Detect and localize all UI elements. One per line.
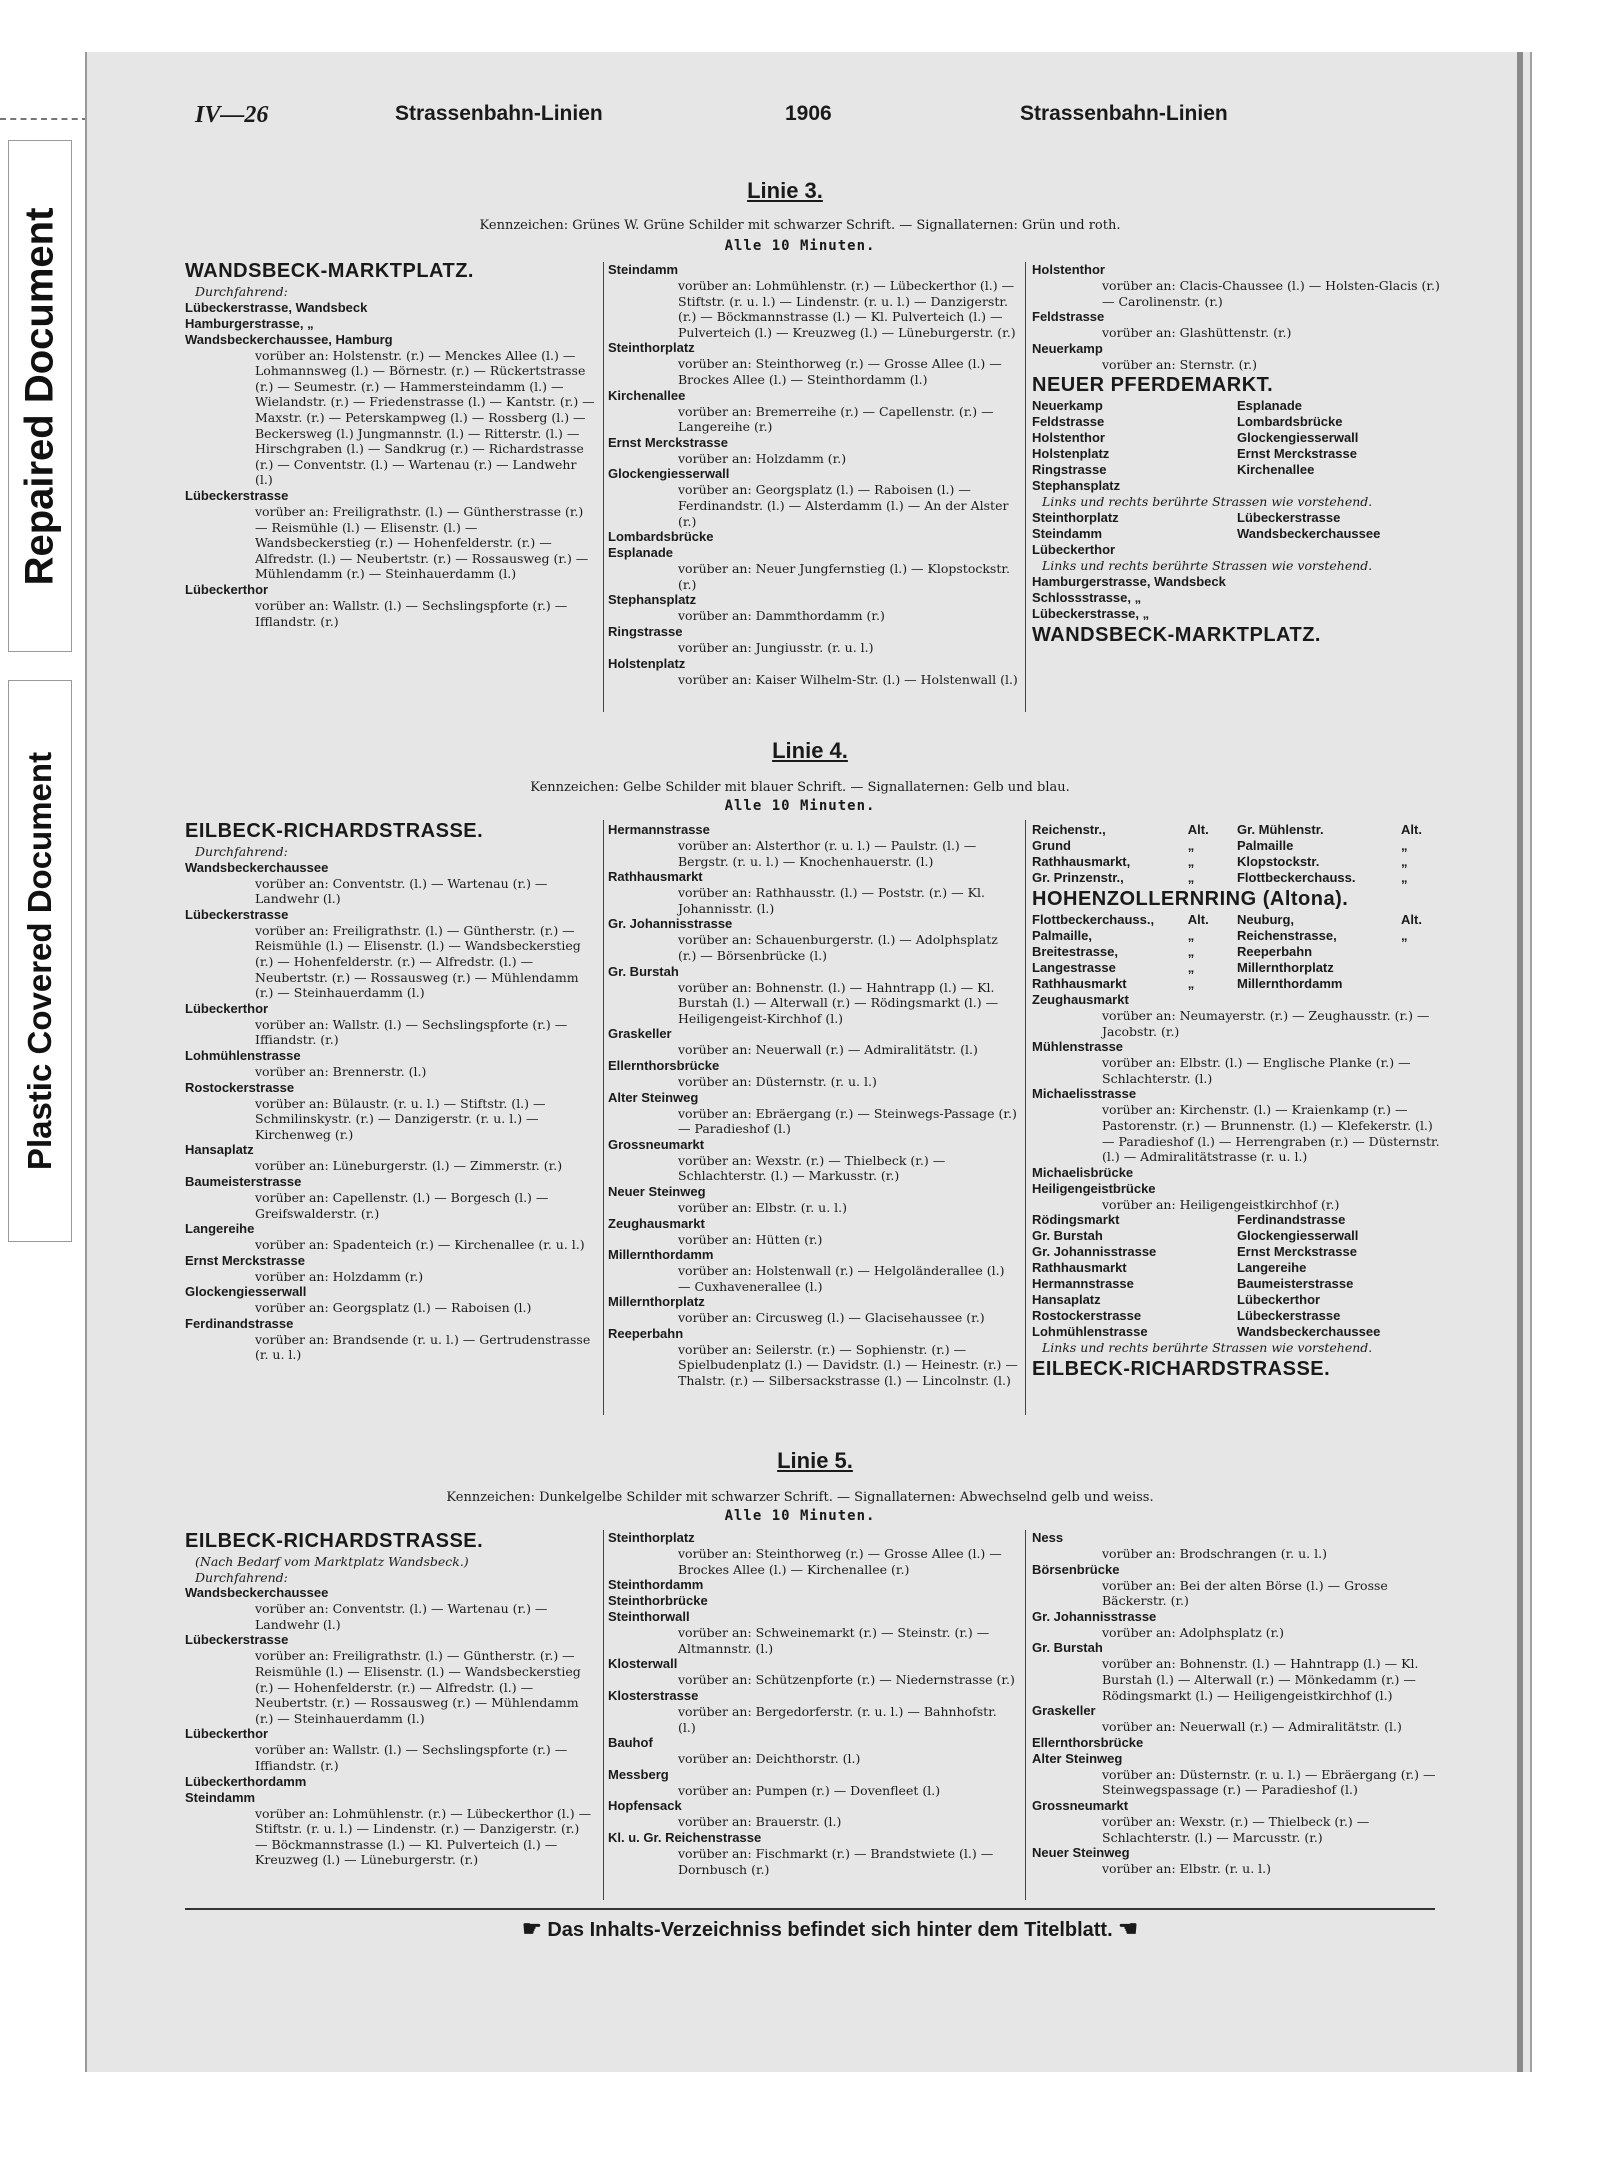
column-divider <box>1025 820 1026 1415</box>
station-name: Hermannstrasse <box>608 822 710 837</box>
station-name: Alter Steinweg <box>1032 1750 1123 1766</box>
station-name: Gr. Mühlenstr. <box>1236 822 1324 837</box>
station-name: Neuer Steinweg <box>608 1183 706 1199</box>
station-name: Holstenthor <box>1032 430 1105 446</box>
station-name: „ <box>1187 870 1195 885</box>
station-name: Neuerkamp <box>1032 398 1103 414</box>
passing-streets: vorüber an: Elbstr. (l.) — Englische Planke (r.) — Schlachterstr. (l.) <box>1102 1055 1411 1086</box>
station-name: Millernthordamm <box>608 1247 714 1263</box>
passing-streets: vorüber an: Hütten (r.) <box>678 1231 823 1247</box>
station-name: Ellernthorsbrücke <box>608 1057 720 1073</box>
station-name: Gr. Johannisstrasse <box>1032 1608 1157 1624</box>
station-pair <box>1032 854 1442 870</box>
plastic-covered-label: Plastic Covered Document <box>8 680 72 1242</box>
station-name: Steinthorplatz <box>608 340 695 356</box>
station-name: Ellernthorsbrücke <box>1032 1734 1144 1750</box>
station-name: Gr. Burstah <box>1032 1640 1103 1656</box>
station-name: Ernst Merckstrasse <box>608 434 728 450</box>
header-title-right: Strassenbahn-Linien <box>1020 102 1228 125</box>
passing-streets: vorüber an: Glashüttenstr. (r.) <box>1102 325 1292 341</box>
station-pair <box>1032 1324 1442 1340</box>
station-name: Hopfensack <box>608 1798 682 1814</box>
station-name: Reichenstr., <box>1032 822 1106 837</box>
station-name: Flottbeckerchauss., <box>1032 912 1155 927</box>
passing-streets: vorüber an: Georgsplatz (l.) — Raboisen (l.) <box>255 1300 532 1316</box>
station-name: Hermannstrasse <box>1032 1276 1134 1292</box>
column-divider <box>603 262 604 712</box>
station-name: „ <box>1187 928 1195 943</box>
linie-5-title: Linie 5. <box>777 1448 853 1473</box>
passing-streets: vorüber an: Holzdamm (r.) <box>678 450 847 466</box>
linie-3-column-3 <box>1032 262 1442 648</box>
passing-streets: vorüber an: Brodschrangen (r. u. l.) <box>1102 1546 1327 1561</box>
station-name: Bauhof <box>608 1735 653 1751</box>
station-name: Lübeckerthor <box>185 581 269 597</box>
station-pair <box>1032 912 1442 928</box>
station-name: Alter Steinweg <box>608 1089 699 1105</box>
passing-streets: vorüber an: Sternstr. (r.) <box>1102 356 1257 372</box>
station-pair <box>1032 960 1442 976</box>
station-name: Ernst Merckstrasse <box>185 1252 305 1268</box>
station-name: „ <box>1187 944 1195 959</box>
header-title-left: Strassenbahn-Linien <box>395 102 603 125</box>
station-name: Ringstrasse <box>1032 462 1107 478</box>
passing-streets: vorüber an: Bergedorferstr. (r. u. l.) — Bahnhofstr. (l.) <box>678 1703 997 1735</box>
station-name: Neuburg, <box>1236 912 1295 927</box>
linie-5-column-3 <box>1032 1530 1442 1877</box>
column-divider <box>603 820 604 1415</box>
scan-edge-mark <box>0 118 88 120</box>
station-pair <box>1032 510 1442 526</box>
station-name: Feldstrasse <box>1032 414 1105 430</box>
terminus-heading: NEUER PFERDEMARKT. <box>1032 374 1274 397</box>
running-header <box>195 102 1235 132</box>
linie-3-column-1 <box>185 258 595 629</box>
terminus-heading: WANDSBECK-MARKTPLATZ. <box>1032 623 1321 646</box>
station-name: Reeperbahn <box>1236 944 1313 959</box>
passing-streets: vorüber an: Brennerstr. (l.) <box>255 1063 427 1079</box>
station-name: Steinthordamm <box>608 1577 704 1593</box>
station-name: Zeughausmarkt <box>608 1215 705 1231</box>
station-name: Palmaille <box>1236 838 1294 853</box>
station-name: Rathhausmarkt <box>608 869 703 885</box>
linie-5-column-2 <box>608 1530 1018 1877</box>
station-name: Reeperbahn <box>608 1325 684 1341</box>
station-name: Ferdinandstrasse <box>185 1315 294 1331</box>
station-name: Stephansplatz <box>1032 478 1121 494</box>
station-name: Hamburgerstrasse, Wandsbeck <box>1032 573 1226 589</box>
station-name: „ <box>1187 838 1195 853</box>
passing-streets: vorüber an: Deichthorstr. (l.) <box>678 1751 861 1767</box>
station-pair <box>1032 1292 1442 1308</box>
station-name: Lübeckerstrasse, „ <box>1032 605 1150 621</box>
station-name: Grossneumarkt <box>608 1136 705 1152</box>
station-pair <box>1032 1212 1442 1228</box>
station-name: Esplanade <box>1237 398 1303 414</box>
station-name: Langereihe <box>1237 1260 1307 1276</box>
station-name: Steindamm <box>1032 525 1103 541</box>
passing-streets: vorüber an: Neumayerstr. (r.) — Zeughausstr. (r.) — Jacobstr. (r.) <box>1102 1008 1430 1039</box>
station-name: „ <box>1187 976 1195 991</box>
station-name <box>1401 976 1442 992</box>
column-divider <box>1025 262 1026 712</box>
station-name: Langereihe <box>185 1221 255 1237</box>
station-name: Hansaplatz <box>185 1142 254 1158</box>
passing-streets: vorüber an: Wexstr. (r.) — Thielbeck (r.) — Schlachterstr. (l.) — Markusstr. (r.) <box>678 1152 946 1184</box>
linie-4-column-1 <box>185 818 595 1363</box>
station-name: Wandsbeckerchaussee <box>185 1585 329 1601</box>
station-name: Baumeisterstrasse <box>1237 1276 1354 1292</box>
passing-streets: vorüber an: Schauenburgerstr. (l.) — Adolphsplatz (r.) — Börsenbrücke (l.) <box>678 932 998 963</box>
station-pair <box>1032 822 1442 838</box>
passing-streets: vorüber an: Wallstr. (l.) — Sechslingspforte (r.) — Iffiandstr. (r.) <box>255 1742 568 1773</box>
station-name: Steinthorplatz <box>608 1530 695 1545</box>
passing-streets: vorüber an: Bremerreihe (r.) — Capellenstr. (r.) — Langereihe (r.) <box>678 403 994 435</box>
station-name: Lombardsbrücke <box>1237 414 1343 430</box>
column-divider <box>1025 1530 1026 1900</box>
station-name: Millernthorplatz <box>608 1294 705 1310</box>
passing-streets: vorüber an: Clacis-Chaussee (l.) — Holsten-Glacis (r.) — Carolinenstr. (r.) <box>1102 278 1440 309</box>
station-name: Ernst Merckstrasse <box>1237 1244 1357 1260</box>
passing-streets: vorüber an: Schweinemarkt (r.) — Steinstr. (r.) — Altmannstr. (l.) <box>678 1625 990 1656</box>
station-name: Schlossstrasse, „ <box>1032 589 1142 605</box>
station-name: „ <box>1187 960 1195 975</box>
note-text: Links und rechts berührte Strassen wie vorstehend. <box>1042 494 1373 510</box>
station-name: Ness <box>1032 1530 1064 1545</box>
station-name: Wandsbeckerchaussee <box>185 859 329 875</box>
passing-streets: vorüber an: Jungiusstr. (r. u. l.) <box>678 639 874 655</box>
station-name: Gr. Johannisstrasse <box>1032 1244 1157 1260</box>
station-name: Rathhausmarkt <box>1032 976 1127 991</box>
station-pair <box>1032 944 1442 960</box>
station-name: Holstenthor <box>1032 262 1105 277</box>
station-name: Grund <box>1032 838 1071 853</box>
station-name: Lübeckerstrasse <box>185 1632 289 1648</box>
note-text: Links und rechts berührte Strassen wie vorstehend. <box>1042 557 1373 573</box>
linie-3-column-2 <box>608 262 1018 687</box>
station-name: Glockengiesserwall <box>1237 1228 1359 1244</box>
station-pair <box>1032 1260 1442 1276</box>
passing-streets: vorüber an: Spadenteich (r.) — Kirchenallee (r. u. l.) <box>255 1237 585 1253</box>
station-name: Lombardsbrücke <box>608 529 714 545</box>
passing-streets: vorüber an: Steinthorweg (r.) — Grosse Allee (l.) — Brockes Allee (l.) — Steinthordamm (l.) <box>678 356 1002 387</box>
linie-4-title: Linie 4. <box>772 738 848 763</box>
passing-streets: vorüber an: Freiligrathstr. (l.) — Güntherstrasse (r.) — Reismühle (l.) — Elisenstr. (l.) — Wandsbeckerstieg (r.) — Hohenfelderstr. (r.) — Alfredstr. (l.) — Neubertstr. (r.) — Rossausweg (r.) — Mühlendamm (r.) — Steinhauerdamm (l.) <box>255 503 589 582</box>
station-name: Alt. <box>1187 822 1209 837</box>
station-name: Steindamm <box>608 262 679 277</box>
passing-streets: vorüber an: Bohnenstr. (l.) — Hahntrapp (l.) — Kl. Burstah (l.) — Alterwall (r.) — Mönkedamm (r.) — Rödingsmarkt (l.) — Heiligengeistkirchhof (l.) <box>1102 1656 1419 1703</box>
station-name: Graskeller <box>1032 1703 1096 1719</box>
note-text: (Nach Bedarf vom Marktplatz Wandsbeck.) <box>195 1554 469 1569</box>
page-edge <box>1517 52 1523 2072</box>
passing-streets: vorüber an: Adolphsplatz (r.) <box>1102 1624 1285 1640</box>
station-name: Millernthorplatz <box>1236 960 1334 975</box>
station-name: Kl. u. Gr. Reichenstrasse <box>608 1829 762 1845</box>
linie-3-title: Linie 3. <box>747 178 823 203</box>
passing-streets: vorüber an: Holstenstr. (r.) — Menckes Allee (l.) — Lohmannsweg (l.) — Börnestr. (r.) — Rückertstrasse (r.) — Seumestr. (r.) — Hammersteindamm (l.) — Wielandstr. (r.) — Friedenstrasse (l.) — Kantstr. (r.) — Maxstr. (r.) — Peterskampweg (l.) — Rossberg (l.) — Beckersweg (l.) Jungmannstr. (l.) — Ritterstr. (l.) — Hirschgraben (l.) — Sandkrug (r.) — Richardstrasse (r.) — Conventstr. (l.) — Wartenau (r.) — Landwehr (l.) <box>255 347 595 488</box>
station-name: Lübeckerthor <box>185 1000 269 1016</box>
linie-4-column-3 <box>1032 822 1442 1382</box>
passing-streets: vorüber an: Holzdamm (r.) <box>255 1268 424 1284</box>
passing-streets: vorüber an: Seilerstr. (r.) — Sophienstr. (r.) — Spielbudenplatz (l.) — Davidstr. (l.) — Heinestr. (r.) — Thalstr. (r.) — Silbersackstrasse (l.) — Lincolnstr. (l.) <box>678 1341 1018 1389</box>
station-pair <box>1032 870 1442 886</box>
station-name: Grossneumarkt <box>1032 1797 1129 1813</box>
passing-streets: vorüber an: Bei der alten Börse (l.) — Grosse Bäckerstr. (r.) <box>1102 1577 1388 1609</box>
station-name: Alt. <box>1400 912 1422 927</box>
page-edge-inner <box>1530 52 1532 2072</box>
station-name: Ernst Merckstrasse <box>1237 446 1357 462</box>
linie-3-meta: Kennzeichen: Grünes W. Grüne Schilder mit schwarzer Schrift. — Signallaternen: Grün und roth. <box>479 218 1121 233</box>
passing-streets: vorüber an: Freiligrathstr. (l.) — Güntherstr. (r.) — Reismühle (l.) — Elisenstr. (l.) — Wandsbeckerstieg (r.) — Hohenfelderstr. (r.) — Alfredstr. (l.) — Neubertstr. (r.) — Rossausweg (r.) — Mühlendamm (r.) — Steinhauerdamm (l.) <box>255 922 581 1001</box>
station-pair <box>1032 976 1442 992</box>
station-name: Glockengiesserwall <box>1237 430 1359 446</box>
station-name: Steindamm <box>185 1789 256 1805</box>
station-name: Baumeisterstrasse <box>185 1173 302 1189</box>
passing-streets: vorüber an: Alsterthor (r. u. l.) — Paulstr. (l.) — Bergstr. (r. u. l.) — Knochenhauerstr. (l.) <box>678 838 977 869</box>
passing-streets: vorüber an: Conventstr. (l.) — Wartenau (r.) — Landwehr (l.) <box>255 1601 548 1632</box>
station-pair <box>1032 838 1442 854</box>
passing-streets: vorüber an: Bülaustr. (r. u. l.) — Stiftstr. (l.) — Schmilinskystr. (r.) — Danzigerstr. (r. u. l.) — Kirchenweg (r.) <box>255 1095 546 1142</box>
station-name: Wandsbeckerchaussee, Hamburg <box>185 331 393 347</box>
station-name: Steinthorwall <box>608 1609 690 1625</box>
station-name: Lübeckerstrasse <box>1237 1308 1341 1324</box>
passing-streets: vorüber an: Brauerstr. (l.) <box>678 1814 842 1830</box>
passing-streets: vorüber an: Lüneburgerstr. (l.) — Zimmerstr. (r.) <box>255 1158 563 1174</box>
passing-streets: vorüber an: Dammthordamm (r.) <box>678 608 885 624</box>
station-name: Flottbeckerchauss. <box>1236 870 1356 885</box>
station-name: Lübeckerstrasse, Wandsbeck <box>185 299 368 315</box>
note-text: Durchfahrend: <box>195 1569 288 1585</box>
linie-3-frequency: Alle 10 Minuten. <box>724 238 876 254</box>
note-text: Durchfahrend: <box>195 844 288 859</box>
station-pair <box>1032 398 1442 414</box>
station-name: Wandsbeckerchaussee <box>1237 525 1381 541</box>
station-pair <box>1032 430 1442 446</box>
footer-rule <box>185 1908 1435 1910</box>
station-name: Rathhausmarkt <box>1032 1260 1127 1276</box>
station-name: Lübeckerthor <box>1032 541 1116 557</box>
station-name: Michaelisstrasse <box>1032 1086 1137 1102</box>
station-name: „ <box>1187 854 1195 869</box>
passing-streets: vorüber an: Elbstr. (r. u. l.) <box>678 1199 848 1215</box>
passing-streets: vorüber an: Kaiser Wilhelm-Str. (l.) — Holstenwall (l.) <box>678 671 1018 687</box>
terminus-heading: HOHENZOLLERNRING (Altona). <box>1032 888 1349 910</box>
station-name: Feldstrasse <box>1032 309 1105 325</box>
passing-streets: vorüber an: Freiligrathstr. (l.) — Güntherstr. (r.) — Reismühle (l.) — Elisenstr. (l.) — Wandsbeckerstieg (r.) — Hohenfelderstr. (r.) — Alfredstr. (l.) — Neubertstr. (r.) — Rossausweg (r.) — Mühlendamm (r.) — Steinhauerdamm (l.) <box>255 1648 581 1726</box>
station-name: Rathhausmarkt, <box>1032 854 1131 869</box>
linie-5-meta: Kennzeichen: Dunkelgelbe Schilder mit schwarzer Schrift. — Signallaternen: Abwechselnd gelb und weiss. <box>446 1490 1154 1505</box>
passing-streets: vorüber an: Lohmühlenstr. (r.) — Lübeckerthor (l.) — Stiftstr. (r. u. l.) — Lindenstr. (r.) — Danzigerstr. (r.) — Böckmannstrasse (l.) — Kl. Pulverteich (l.) — Kreuzweg (l.) — Lüneburgerstr. (r.) <box>255 1805 592 1868</box>
station-name: Glockengiesserwall <box>185 1284 307 1300</box>
linie-4-frequency: Alle 10 Minuten. <box>724 798 876 814</box>
station-name: Steinthorbrücke <box>608 1593 708 1609</box>
station-name: Lübeckerthor <box>1237 1292 1321 1308</box>
station-name: Heiligengeistbrücke <box>1032 1180 1156 1196</box>
station-name: Börsenbrücke <box>1032 1561 1120 1577</box>
station-name: Holstenplatz <box>608 655 686 671</box>
station-name: Rödingsmarkt <box>1032 1212 1120 1228</box>
station-name: Stephansplatz <box>608 592 697 608</box>
passing-streets: vorüber an: Neuerwall (r.) — Admiralitätstr. (l.) <box>678 1042 978 1058</box>
station-name: Alt. <box>1187 912 1209 927</box>
station-name: Holstenplatz <box>1032 446 1110 462</box>
station-name: Hansaplatz <box>1032 1292 1101 1308</box>
passing-streets: vorüber an: Georgsplatz (l.) — Raboisen (l.) — Ferdinandstr. (l.) — Alsterdamm (l.) — An der Alster (r.) <box>678 482 1009 529</box>
linie-5-frequency: Alle 10 Minuten. <box>724 1508 876 1524</box>
station-pair <box>1032 928 1442 944</box>
passing-streets: vorüber an: Kirchenstr. (l.) — Kraienkamp (r.) — Pastorenstr. (r.) — Brunnenstr. (l.) — Klefekerstr. (l.) — Paradieshof (l.) — Herrengraben (r.) — Düsternstr. (l.) — Admiralitätstrasse (r. u. l.) <box>1102 1102 1440 1165</box>
station-pair <box>1032 1244 1442 1260</box>
station-name: Esplanade <box>608 545 674 561</box>
station-name: Wandsbeckerchaussee <box>1237 1324 1381 1340</box>
station-name <box>1401 960 1442 976</box>
passing-streets: vorüber an: Heiligengeistkirchhof (r.) <box>1102 1196 1340 1212</box>
station-name: Rostockerstrasse <box>1032 1308 1142 1324</box>
passing-streets: vorüber an: Circusweg (l.) — Glacisehaussee (r.) <box>678 1310 985 1326</box>
passing-streets: vorüber an: Düsternstr. (r. u. l.) <box>678 1073 877 1089</box>
passing-streets: vorüber an: Bohnenstr. (l.) — Hahntrapp (l.) — Kl. Burstah (l.) — Alterwall (r.) — Rödingsmarkt (l.) — Heiligengeist-Kirchhof (l.) <box>678 979 999 1026</box>
passing-streets: vorüber an: Conventstr. (l.) — Wartenau (r.) — Landwehr (l.) <box>255 875 548 907</box>
column-divider <box>603 1530 604 1900</box>
passing-streets: vorüber an: Wexstr. (r.) — Thielbeck (r.) — Schlachterstr. (l.) — Marcusstr. (r.) <box>1102 1813 1370 1845</box>
footer-text: Das Inhalts-Verzeichniss befindet sich hinter dem Titelblatt. <box>547 1919 1113 1941</box>
station-name: Gr. Burstah <box>608 963 679 979</box>
station-name: Klopstockstr. <box>1236 854 1320 869</box>
station-name: Lübeckerstrasse <box>185 487 289 503</box>
pointing-hand-left-icon: ☚ <box>1118 1916 1138 1941</box>
page-number: IV—26 <box>195 102 269 128</box>
passing-streets: vorüber an: Rathhausstr. (l.) — Poststr. (r.) — Kl. Johannisstr. (l.) <box>678 885 985 916</box>
station-name: Ringstrasse <box>608 623 683 639</box>
station-name: Lübeckerstrasse <box>1237 509 1341 525</box>
station-name: Lübeckerstrasse <box>185 906 289 922</box>
station-name: Reichenstrasse, <box>1236 928 1337 943</box>
station-name: Mühlenstrasse <box>1032 1039 1124 1055</box>
linie-4-column-2 <box>608 822 1018 1389</box>
station-name: Rostockerstrasse <box>185 1079 295 1095</box>
repaired-document-label: Repaired Document <box>8 140 72 652</box>
station-name: Gr. Prinzenstr., <box>1032 870 1124 885</box>
station-name: Neuerkamp <box>1032 340 1103 356</box>
passing-streets: vorüber an: Steinthorweg (r.) — Grosse Allee (l.) — Brockes Allee (l.) — Kirchenallee (r.) <box>678 1546 1002 1577</box>
station-pair <box>1032 1276 1442 1292</box>
station-name: Millernthordamm <box>1236 976 1343 991</box>
station-name: „ <box>1400 838 1408 853</box>
linie-5-column-1 <box>185 1528 595 1868</box>
passing-streets: vorüber an: Fischmarkt (r.) — Brandstwiete (l.) — Dornbusch (r.) <box>678 1845 994 1877</box>
header-year: 1906 <box>785 102 832 125</box>
station-name: Hamburgerstrasse, „ <box>185 315 314 331</box>
station-name: Neuer Steinweg <box>1032 1845 1130 1861</box>
station-name <box>1401 944 1442 960</box>
passing-streets: vorüber an: Düsternstr. (r. u. l.) — Ebräergang (r.) — Steinwegspassage (r.) — Paradieshof (l.) <box>1102 1766 1436 1798</box>
station-name: Glockengiesserwall <box>608 466 730 482</box>
station-pair <box>1032 1228 1442 1244</box>
station-pair <box>1032 1308 1442 1324</box>
station-name: Lohmühlenstrasse <box>185 1047 301 1063</box>
station-name: Michaelisbrücke <box>1032 1164 1134 1180</box>
station-name: Kirchenallee <box>1237 462 1315 478</box>
passing-streets: vorüber an: Neuerwall (r.) — Admiralitätstr. (l.) <box>1102 1719 1402 1735</box>
station-pair <box>1032 446 1442 462</box>
terminus-heading: WANDSBECK-MARKTPLATZ. <box>185 260 474 282</box>
station-name: Messberg <box>608 1766 669 1782</box>
station-pair <box>1032 526 1442 542</box>
passing-streets: vorüber an: Ebräergang (r.) — Steinwegs-Passage (r.) — Paradieshof (l.) <box>678 1105 1017 1137</box>
station-name: Graskeller <box>608 1026 672 1042</box>
footer-note <box>430 1916 1230 1942</box>
station-name: Zeughausmarkt <box>1032 992 1129 1007</box>
passing-streets: vorüber an: Wallstr. (l.) — Sechslingspforte (r.) — Iffiandstr. (r.) <box>255 1016 568 1048</box>
passing-streets: vorüber an: Wallstr. (l.) — Sechslingspforte (r.) — Ifflandstr. (r.) <box>255 597 568 629</box>
note-text: Durchfahrend: <box>195 284 288 299</box>
linie-4-meta: Kennzeichen: Gelbe Schilder mit blauer Schrift. — Signallaternen: Gelb und blau. <box>530 780 1070 795</box>
station-name: „ <box>1400 854 1408 869</box>
terminus-heading: EILBECK-RICHARDSTRASSE. <box>1032 1357 1331 1380</box>
station-name: Klosterwall <box>608 1656 678 1672</box>
passing-streets: vorüber an: Elbstr. (r. u. l.) <box>1102 1861 1272 1877</box>
terminus-heading: EILBECK-RICHARDSTRASSE. <box>185 820 484 842</box>
station-name: Langestrasse <box>1032 960 1116 975</box>
station-pair <box>1032 462 1442 478</box>
station-name: Klosterstrasse <box>608 1687 699 1703</box>
station-name: Alt. <box>1400 822 1422 837</box>
station-pair <box>1032 414 1442 430</box>
station-name: „ <box>1400 870 1408 885</box>
passing-streets: vorüber an: Schützenpforte (r.) — Niedernstrasse (r.) <box>678 1672 1015 1688</box>
passing-streets: vorüber an: Neuer Jungfernstieg (l.) — Klopstockstr. (r.) <box>678 561 1010 592</box>
passing-streets: vorüber an: Brandsende (r. u. l.) — Gertrudenstrasse (r. u. l.) <box>255 1331 591 1363</box>
station-name: Breitestrasse, <box>1032 944 1118 959</box>
note-text: Links und rechts berührte Strassen wie vorstehend. <box>1042 1340 1373 1356</box>
station-name: Steinthorplatz <box>1032 509 1119 525</box>
station-name: Ferdinandstrasse <box>1237 1212 1346 1228</box>
station-name: Lübeckerthor <box>185 1726 269 1742</box>
pointing-hand-right-icon: ☛ <box>522 1916 542 1941</box>
station-name: Gr. Burstah <box>1032 1228 1103 1244</box>
passing-streets: vorüber an: Capellenstr. (l.) — Borgesch (l.) — Greifswalderstr. (r.) <box>255 1189 549 1221</box>
station-name: Lohmühlenstrasse <box>1032 1324 1148 1340</box>
terminus-heading: EILBECK-RICHARDSTRASSE. <box>185 1530 484 1552</box>
passing-streets: vorüber an: Holstenwall (r.) — Helgoländerallee (l.) — Cuxhavenerallee (l.) <box>678 1263 1005 1294</box>
station-name: Gr. Johannisstrasse <box>608 916 733 932</box>
station-name: Palmaille, <box>1032 928 1092 943</box>
passing-streets: vorüber an: Pumpen (r.) — Dovenfleet (l.) <box>678 1782 941 1798</box>
station-name: „ <box>1400 928 1408 943</box>
passing-streets: vorüber an: Lohmühlenstr. (r.) — Lübeckerthor (l.) — Stiftstr. (r. u. l.) — Lindenstr. (r. u. l.) — Danzigerstr. (r.) — Böckmannstrasse (l.) — Kl. Pulverteich (l.) — Pulverteich (l.) — Kreuzweg (l.) — Lüneburgerstr. (r.) <box>678 278 1016 340</box>
station-name: Kirchenallee <box>608 387 686 403</box>
station-name: Lübeckerthordamm <box>185 1773 307 1789</box>
